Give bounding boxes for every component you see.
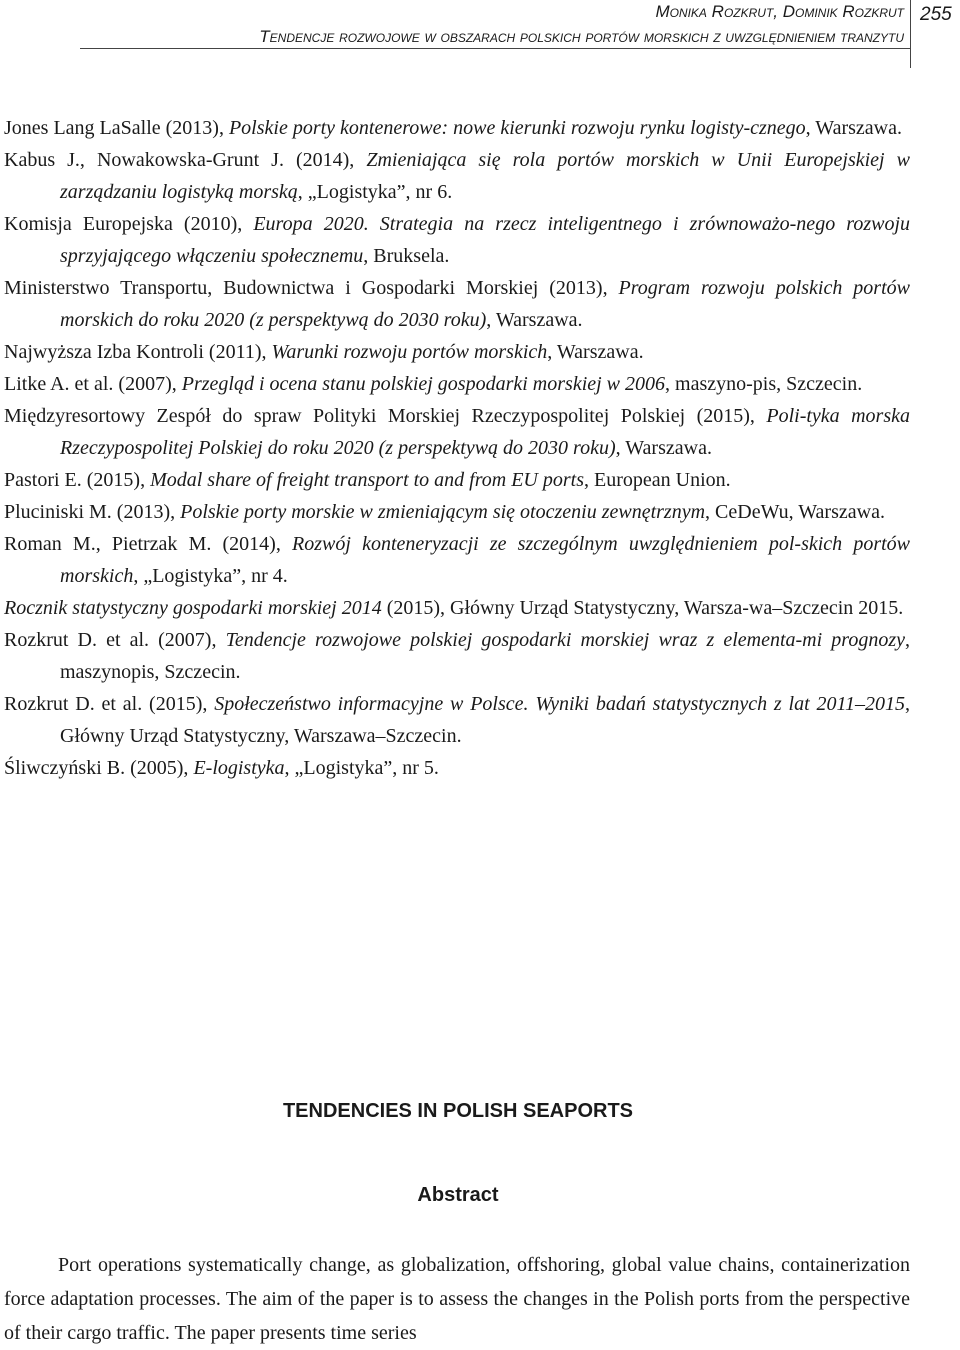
running-header-title: Tendencje rozwojowe w obszarach polskich portów morskich z uwzględnieniem tranzytu — [259, 27, 904, 46]
reference-item: Rozkrut D. et al. (2007), Tendencje rozwojowe polskiej gospodarki morskiej wraz z elementa-mi prognozy, maszynopis, Szczecin. — [4, 629, 910, 683]
reference-item: Najwyższa Izba Kontroli (2011), Warunki rozwoju portów morskich, Warszawa. — [4, 341, 644, 363]
reference-item: Pluciniski M. (2013), Polskie porty morskie w zmieniającym się otoczeniu zewnętrznym, CeDeWu, Warszawa. — [4, 501, 885, 523]
header-rule-vertical — [910, 0, 911, 68]
reference-item: Rozkrut D. et al. (2015), Społeczeństwo informacyjne w Polsce. Wyniki badań statystycznych z lat 2011–2015, Główny Urząd Statystyczny, Warszawa–Szczecin. — [4, 693, 910, 747]
reference-item: Międzyresortowy Zespół do spraw Polityki Morskiej Rzeczypospolitej Polskiej (2015), Poli-tyka morska Rzeczypospolitej Polskiej do roku 2020 (z perspektywą do 2030 roku), Warszawa. — [4, 405, 910, 459]
reference-item: Jones Lang LaSalle (2013), Polskie porty kontenerowe: nowe kierunki rozwoju rynku logisty-cznego, Warszawa. — [4, 117, 902, 139]
reference-item: Pastori E. (2015), Modal share of freight transport to and from EU ports, European Union. — [4, 469, 731, 491]
reference-list — [4, 112, 910, 784]
reference-item: Litke A. et al. (2007), Przegląd i ocena stanu polskiej gospodarki morskiej w 2006, maszyno-pis, Szczecin. — [4, 373, 863, 395]
reference-item: Rocznik statystyczny gospodarki morskiej 2014 (2015), Główny Urząd Statystyczny, Warsza-wa–Szczecin 2015. — [4, 597, 904, 619]
abstract-label: Abstract — [417, 1184, 499, 1206]
header-rule — [80, 48, 910, 49]
reference-item: Kabus J., Nowakowska-Grunt J. (2014), Zmieniająca się rola portów morskich w Unii Europejskiej w zarządzaniu logistyką morską, „Logistyka”, nr 6. — [4, 149, 910, 203]
reference-item: Ministerstwo Transportu, Budownictwa i Gospodarki Morskiej (2013), Program rozwoju polskich portów morskich do roku 2020 (z perspektywą do 2030 roku), Warszawa. — [4, 277, 910, 331]
reference-item: Śliwczyński B. (2005), E-logistyka, „Logistyka”, nr 5. — [4, 757, 439, 779]
running-header-authors: Monika Rozkrut, Dominik Rozkrut — [655, 2, 904, 21]
reference-item: Komisja Europejska (2010), Europa 2020. Strategia na rzecz inteligentnego i zrównoważo-nego rozwoju sprzyjającego włączeniu społecznemu, Bruksela. — [4, 213, 910, 267]
abstract-body: Port operations systematically change, as globalization, offshoring, global value chains, containerization force adaptation processes. The aim of the paper is to assess the changes in the Polish ports from the perspective of their cargo traffic. The paper presents time series — [4, 1254, 910, 1344]
abstract-heading: TENDENCIES IN POLISH SEAPORTS — [282, 1100, 634, 1122]
page-number: 255 — [920, 4, 952, 25]
reference-item: Roman M., Pietrzak M. (2014), Rozwój konteneryzacji ze szczególnym uwzględnieniem pol-skich portów morskich, „Logistyka”, nr 4. — [4, 533, 911, 587]
